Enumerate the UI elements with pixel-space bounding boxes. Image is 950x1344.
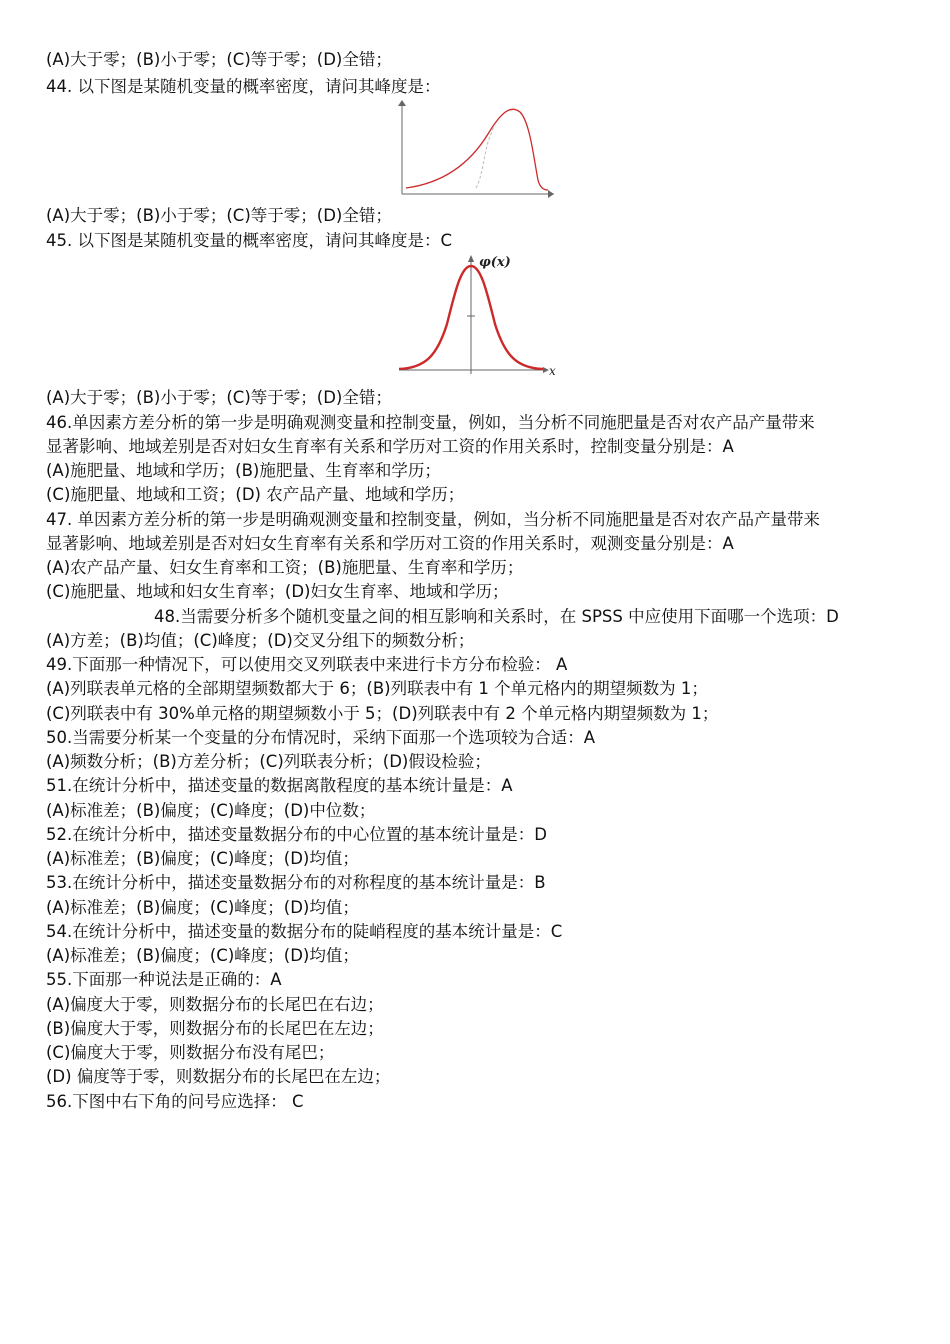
q49-question: 49.下面那一种情况下，可以使用交叉列联表中来进行卡方分布检验： A: [46, 655, 568, 674]
q55-question: 55.下面那一种说法是正确的：A: [46, 970, 282, 989]
y-axis-arrow: [468, 255, 474, 262]
normal-density-figure: [395, 252, 560, 378]
q43-options: (A)大于零；(B)小于零；(C)等于零；(D)全错；: [46, 50, 392, 69]
q55-option-b: (B)偏度大于零，则数据分布的长尾巴在左边；: [46, 1019, 384, 1038]
y-axis-label: φ(x): [479, 255, 511, 270]
q45-question: 45. 以下图是某随机变量的概率密度，请问其峰度是：C: [46, 231, 453, 250]
q47-options-ab: (A)农产品产量、妇女生育率和工资；(B)施肥量、生育率和学历；: [46, 558, 524, 577]
q52-options: (A)标准差；(B)偏度；(C)峰度；(D)均值；: [46, 849, 359, 868]
q52-question: 52.在统计分析中，描述变量数据分布的中心位置的基本统计量是：D: [46, 825, 547, 844]
q56-question: 56.下图中右下角的问号应选择： C: [46, 1092, 304, 1111]
q47-question-line2: 显著影响、地域差别是否对妇女生育率有关系和学历对工资的作用关系时，观测变量分别是：A: [46, 534, 734, 553]
q53-question: 53.在统计分析中，描述变量数据分布的对称程度的基本统计量是：B: [46, 873, 546, 892]
q53-options: (A)标准差；(B)偏度；(C)峰度；(D)均值；: [46, 898, 359, 917]
q55-option-d: (D) 偏度等于零，则数据分布的长尾巴在左边；: [46, 1067, 391, 1086]
q55-option-a: (A)偏度大于零，则数据分布的长尾巴在右边；: [46, 995, 384, 1014]
q51-question: 51.在统计分析中，描述变量的数据离散程度的基本统计量是：A: [46, 776, 513, 795]
x-axis-arrow: [548, 190, 554, 198]
q51-options: (A)标准差；(B)偏度；(C)峰度；(D)中位数；: [46, 801, 376, 820]
q54-question: 54.在统计分析中，描述变量的数据分布的陡峭程度的基本统计量是：C: [46, 922, 563, 941]
q50-options: (A)频数分析；(B)方差分析；(C)列联表分析；(D)假设检验；: [46, 752, 491, 771]
q50-question: 50.当需要分析某一个变量的分布情况时，采纳下面那一个选项较为合适：A: [46, 728, 596, 747]
q54-options: (A)标准差；(B)偏度；(C)峰度；(D)均值；: [46, 946, 359, 965]
q48-question: 48.当需要分析多个随机变量之间的相互影响和关系时，在 SPSS 中应使用下面哪一个选项：D: [154, 607, 839, 626]
density-curve: [406, 109, 548, 190]
skewed-density-figure: [396, 100, 558, 200]
q44-options: (A)大于零；(B)小于零；(C)等于零；(D)全错；: [46, 206, 392, 225]
q47-question-line1: 47. 单因素方差分析的第一步是明确观测变量和控制变量，例如，当分析不同施肥量是否对农产品产量带来: [46, 510, 820, 529]
q47-options-cd: (C)施肥量、地域和妇女生育率；(D)妇女生育率、地域和学历；: [46, 582, 509, 601]
y-axis-arrow: [398, 100, 406, 106]
q46-question-line1: 46.单因素方差分析的第一步是明确观测变量和控制变量，例如，当分析不同施肥量是否对农产品产量带来: [46, 413, 815, 432]
q44-question: 44. 以下图是某随机变量的概率密度，请问其峰度是：: [46, 77, 441, 96]
q49-options-ab: (A)列联表单元格的全部期望频数都大于 6；(B)列联表中有 1 个单元格内的期望频数为 1；: [46, 679, 708, 698]
q55-option-c: (C)偏度大于零，则数据分布没有尾巴；: [46, 1043, 335, 1062]
q45-options: (A)大于零；(B)小于零；(C)等于零；(D)全错；: [46, 388, 392, 407]
q46-options-cd: (C)施肥量、地域和工资；(D) 农产品产量、地域和学历；: [46, 485, 465, 504]
q48-options: (A)方差；(B)均值；(C)峰度；(D)交叉分组下的频数分析；: [46, 631, 475, 650]
q49-options-cd: (C)列联表中有 30%单元格的期望频数小于 5；(D)列联表中有 2 个单元格内期望频数为 1；: [46, 704, 719, 723]
guide-dashed-line: [476, 126, 494, 188]
q46-options-ab: (A)施肥量、地域和学历；(B)施肥量、生育率和学历；: [46, 461, 441, 480]
q46-question-line2: 显著影响、地域差别是否对妇女生育率有关系和学历对工资的作用关系时，控制变量分别是：A: [46, 437, 734, 456]
x-axis-label: x: [549, 364, 556, 378]
